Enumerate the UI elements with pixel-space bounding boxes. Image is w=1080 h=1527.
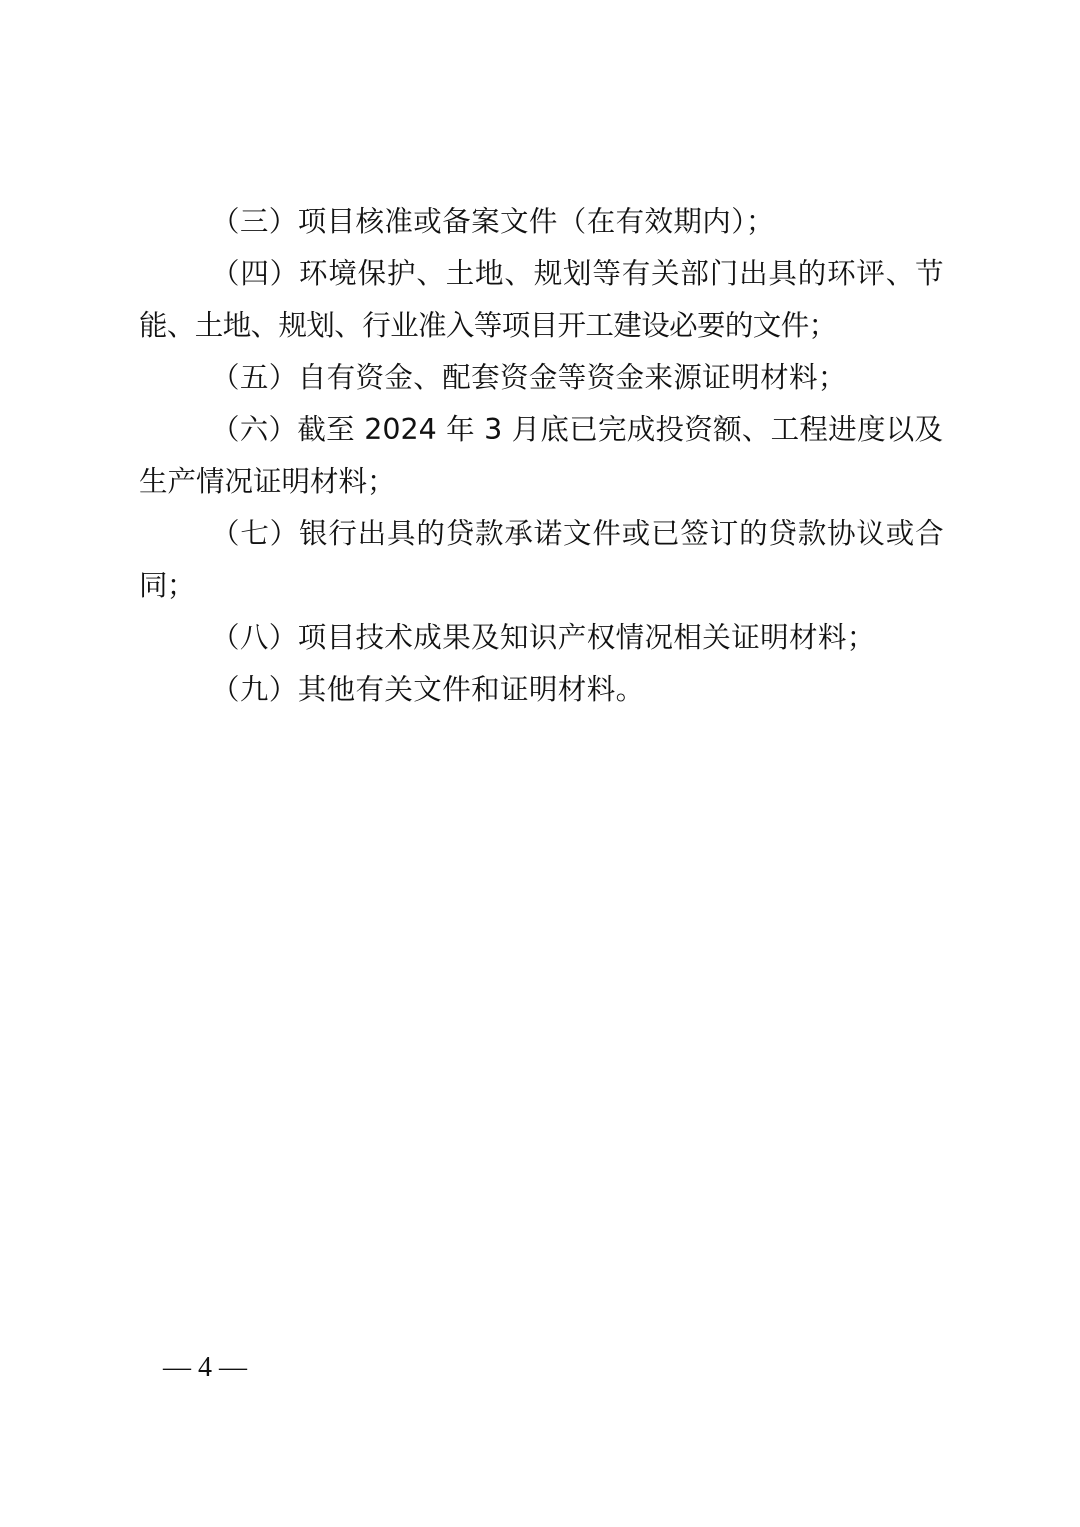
paragraph-item-6: （六）截至 2024 年 3 月底已完成投资额、工程进度以及生产情况证明材料； (139, 413, 943, 498)
paragraph-item-5: （五）自有资金、配套资金等资金来源证明材料； (211, 361, 847, 394)
paragraph-item-9: （九）其他有关文件和证明材料。 (211, 673, 645, 706)
paragraph-item-8: （八）项目技术成果及知识产权情况相关证明材料； (211, 621, 876, 654)
page-number: — 4 — (163, 1352, 247, 1383)
paragraph-item-7: （七）银行出具的贷款承诺文件或已签订的贷款协议或合同； (139, 517, 943, 602)
document-body (139, 196, 943, 716)
paragraph-item-3: （三）项目核准或备案文件（在有效期内）； (211, 205, 775, 238)
paragraph-item-4: （四）环境保护、土地、规划等有关部门出具的环评、节能、土地、规划、行业准入等项目开工建设必要的文件； (139, 257, 943, 342)
